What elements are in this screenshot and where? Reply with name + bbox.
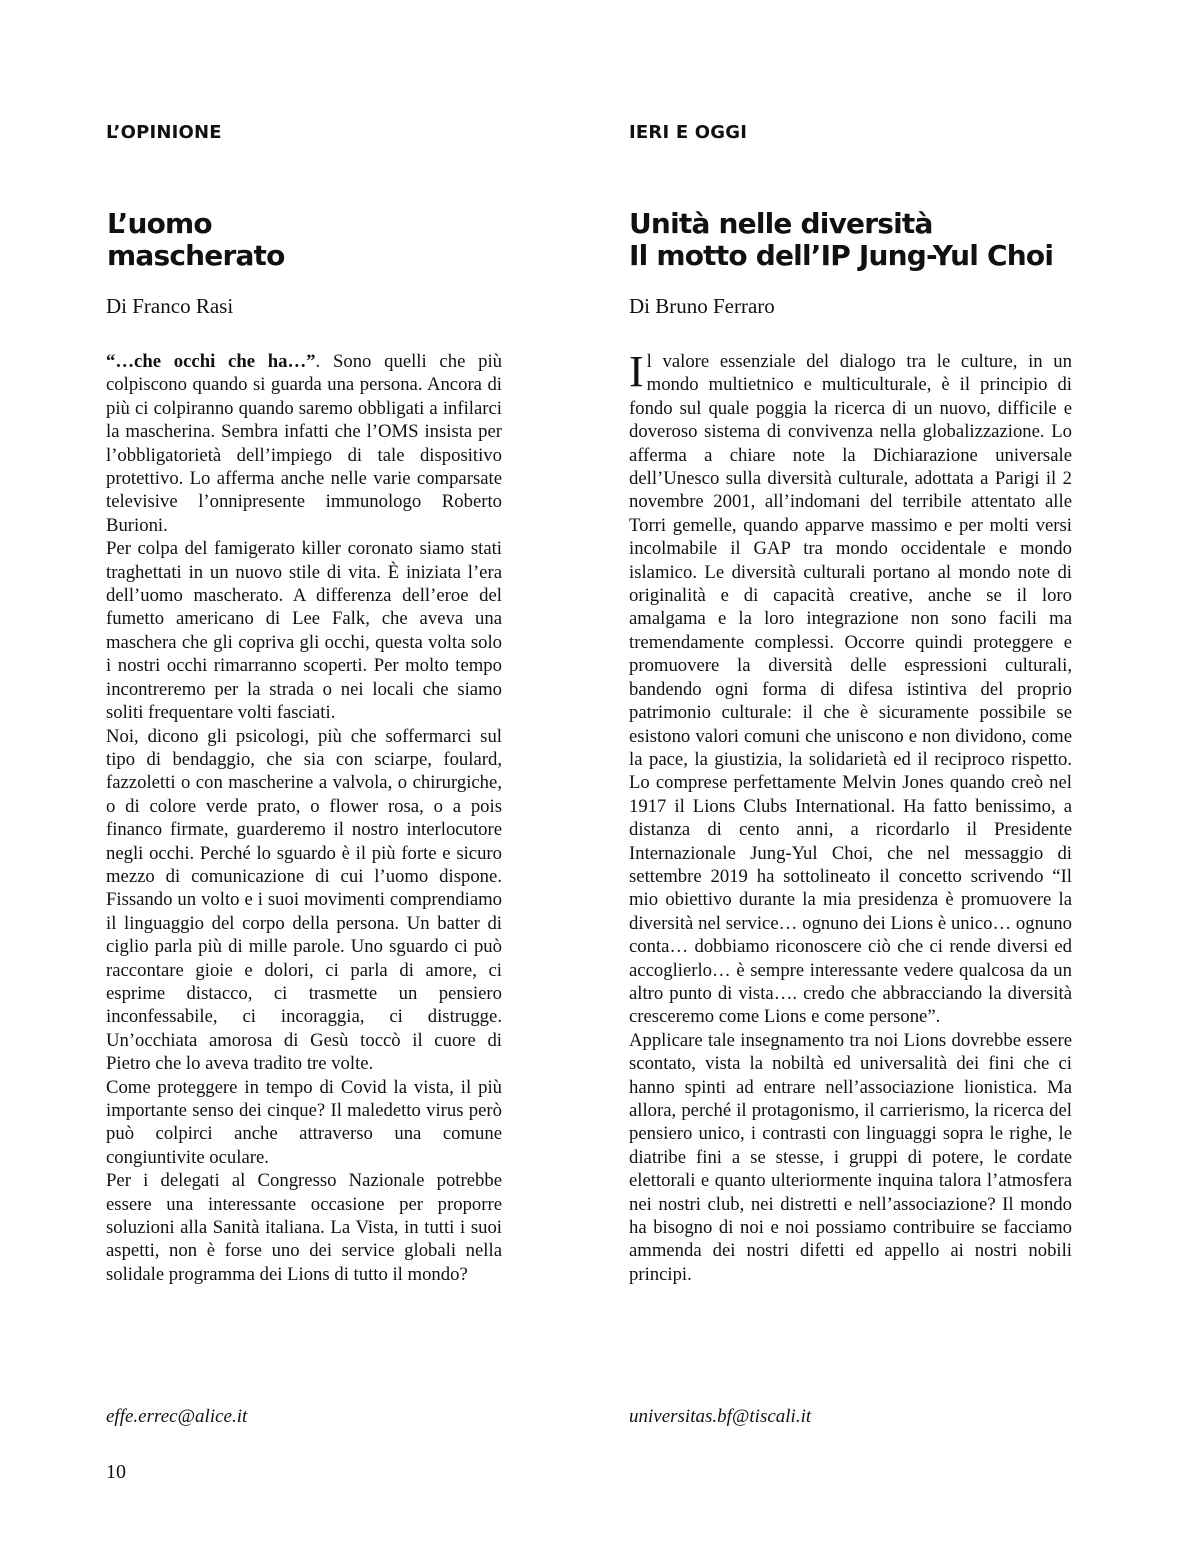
left-paragraph: Come proteggere in tempo di Covid la vista, il più importante senso dei cinque? Il maledetto virus però può colpirci anche attraverso una comune congiuntivite oculare. (106, 1076, 502, 1168)
right-paragraph1-text: l valore essenziale del dialogo tra le culture, in un mondo multietnico e multiculturale, è il principio di fondo sul quale poggia la ricerca di un nuovo, difficile e doveroso sistema di convivenza nella globalizzazione. Lo afferma a chiare note la Dichiarazione universale dell’Unesco sulla diversità culturale, adottata a Parigi il 2 novembre 2001, all’indomani del terribile attentato alle Torri gemelle, quando apparve massimo e per molti versi incolmabile il GAP tra mondo occidentale e mondo islamico. Le diversità culturali portano al mondo note di originalità e di capacità creative, anche se il loro amalgama e la loro integrazione non sono facili ma tremendamente complessi. Occorre quindi proteggere e promuovere la diversità delle espressioni culturali, bandendo ogni forma di difesa istintiva del proprio patrimonio culturale: il che è sicuramente possibile se esistono valori comuni che uniscono e non dividono, come la pace, la giustizia, la solidarietà ed il reciproco rispetto. Lo comprese perfettamente Melvin Jones quando creò nel 1917 il Lions Clubs International. Ha fatto benissimo, a distanza di cento anni, a ricordarlo il Presidente Internazionale Jung-Yul Choi, che nel messaggio di settembre 2019 ha sottolineato il concetto scrivendo “Il mio obiettivo durante la mia presidenza è promuovere la diversità nel service… ognuno dei Lions è unico… ognuno conta… dobbiamo riconoscere ciò che ci rende diversi ed accoglierlo… è sempre interessante vedere qualcosa da un altro punto di vista…. credo che abbracciando la diversità cresceremo come Lions e come persone”. (629, 351, 1072, 1028)
right-author-email: universitas.bf@tiscali.it (629, 1406, 812, 1427)
section-label-ieri-e-oggi: IERI E OGGI (629, 122, 748, 143)
left-paragraph (106, 350, 502, 537)
left-title-line2: mascherato (107, 239, 285, 272)
right-paragraph (629, 347, 1072, 1029)
left-article-title (107, 208, 285, 272)
left-author-email: effe.errec@alice.it (106, 1406, 248, 1427)
section-label-opinione: L’OPINIONE (106, 122, 222, 143)
right-article-body (629, 347, 1072, 1286)
right-article-title (629, 208, 1053, 272)
right-title-line2: Il motto dell’IP Jung-Yul Choi (629, 239, 1054, 272)
left-article-body (106, 350, 502, 1286)
left-paragraph: Per colpa del famigerato killer coronato siamo stati traghettati in un nuovo stile di vita. È iniziata l’era dell’uomo mascherato. A differenza dell’eroe del fumetto americano di Lee Falk, che aveva una maschera che gli copriva gli occhi, questa volta solo i nostri occhi rimarranno scoperti. Per molto tempo incontreremo per la strada o nei locali che siamo soliti frequentare volti fasciati. (106, 538, 502, 724)
left-title-line1: L’uomo (107, 207, 212, 240)
left-byline: Di Franco Rasi (106, 294, 234, 318)
left-paragraph1-text: . Sono quelli che più colpiscono quando si guarda una persona. Ancora di più ci colpiranno quando saremo obbligati a infilarci la mascherina. Sembra infatti che l’OMS insista per l’obbligatorietà dell’impiego di tale dispositivo protettivo. Lo afferma anche nelle varie comparsate televisive l’onnipresente immunologo Roberto Burioni. (106, 351, 502, 536)
right-byline: Di Bruno Ferraro (629, 294, 775, 318)
page-number: 10 (106, 1461, 126, 1483)
right-title-line1: Unità nelle diversità (629, 207, 933, 240)
drop-cap: I (629, 347, 644, 396)
left-paragraph: Per i delegati al Congresso Nazionale potrebbe essere una interessante occasione per proporre soluzioni alla Sanità italiana. La Vista, in tutti i suoi aspetti, non è forse uno dei service globali nella solidale programma dei Lions di tutto il mondo? (106, 1170, 502, 1285)
right-paragraph: Applicare tale insegnamento tra noi Lions dovrebbe essere scontato, vista la nobiltà ed universalità dei fini che ci hanno spinti ad entrare nell’associazione lionistica. Ma allora, perché il protagonismo, il carrierismo, la ricerca del pensiero unico, i contrasti con linguaggi sopra le righe, le diatribe fini a se stesse, i gruppi di potere, le cordate elettorali e quanto ulteriormente inquina talora l’atmosfera nei nostri club, nei distretti e nell’associazione? Il mondo ha bisogno di noi e noi possiamo contribuire se facciamo ammenda dei nostri difetti ed appello ai nostri nobili principi. (629, 1029, 1072, 1285)
left-paragraph: Noi, dicono gli psicologi, più che soffermarci sul tipo di bendaggio, che sia con sciarpe, foulard, fazzoletti o con mascherine a valvola, o chirurgiche, o di colore verde prato, o flower rosa, o a pois financo firmate, guarderemo il nostro interlocutore negli occhi. Perché lo sguardo è il più forte e sicuro mezzo di comunicazione di cui l’uomo dispone. Fissando un volto e i suoi movimenti comprendiamo il linguaggio del corpo della persona. Un batter di ciglio parla più di mille parole. Uno sguardo ci può raccontare gioie e dolori, ci parla di amore, ci esprime distacco, ci trasmette un pensiero inconfessabile, ci incoraggia, ci distrugge. Un’occhiata amorosa di Gesù toccò il cuore di Pietro che lo aveva tradito tre volte. (106, 725, 502, 1075)
left-lead-quote: “…che occhi che ha…” (106, 351, 316, 372)
